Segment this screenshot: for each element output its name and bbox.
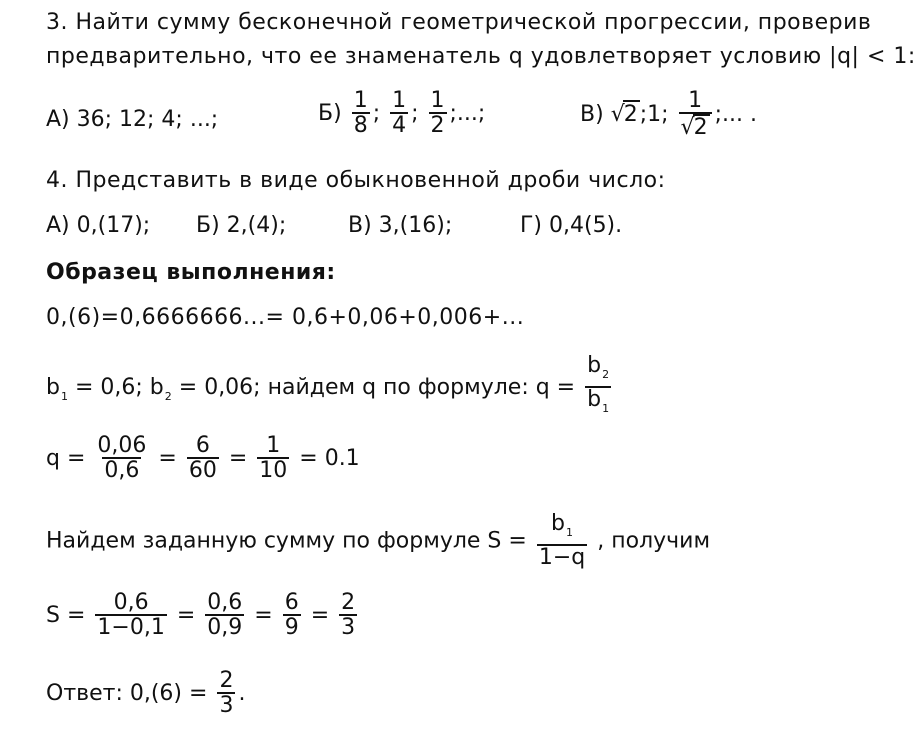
sample-line-3: q = $\frac{0,06}{0,6}$ = $\frac{6}{60}$ = $\frac{1}{10}$ = 0.1 — [46, 433, 360, 483]
sample-line-5-fraction-3: $\frac{6}{9}$ — [284, 590, 299, 640]
task4-option-v: В) 3,(16); — [348, 213, 453, 238]
task3-line2: предварительно, что ее знаменатель q удовлетворяет условию |q| < 1: — [46, 44, 916, 69]
sample-line-3-fraction-3: $\frac{1}{10}$ — [259, 433, 288, 483]
sample-line-5-fraction-2: $\frac{0,6}{0,9}$ — [207, 590, 243, 640]
sample-line-4-fraction: $\frac{b_1}{1-q}$ — [538, 511, 586, 570]
task3-v-label: В) — [580, 102, 604, 127]
task4-option-g: Г) 0,4(5). — [520, 213, 623, 238]
task3-option-a: А) 36; 12; 4; ...; — [46, 107, 219, 132]
sample-line-5-fraction-1: $\frac{0,6}{1-0,1}$ — [97, 590, 165, 640]
task3-line1: 3. Найти сумму бесконечной геометрической прогрессии, проверив — [46, 10, 872, 35]
sample-line-4: Найдем заданную сумму по формуле S = $\frac{b_1}{1-q}$ , получим — [46, 511, 711, 570]
sample-line-3-fraction-1: $\frac{0,06}{0,6}$ — [97, 433, 147, 483]
task4-option-b: Б) 2,(4); — [196, 213, 287, 238]
task3-b-fraction-1: $\frac{1}{8}$ — [353, 88, 368, 138]
task4-title: 4. Представить в виде обыкновенной дроби число: — [46, 168, 666, 193]
sample-line-3-fraction-2: $\frac{6}{60}$ — [188, 433, 217, 483]
task3-v-fraction: $\frac{1}{√2}$ — [679, 90, 712, 140]
sample-answer: Ответ: 0,(6) = $\frac{2}{3}$ . — [46, 668, 246, 718]
sample-line-5-fraction-4: $\frac{2}{3}$ — [341, 590, 356, 640]
sample-line-1: 0,(6)=0,6666666...= 0,6+0,06+0,006+... — [46, 305, 525, 330]
task3-option-b: Б) $\frac{1}{8}$ ; $\frac{1}{4}$ ; $\frac{1}{2}$ ;...; — [318, 88, 486, 138]
sample-answer-fraction: $\frac{2}{3}$ — [219, 668, 234, 718]
task3-b-label: Б) — [318, 101, 342, 126]
sample-line-2: $b_1 = 0,6$; $b_2 = 0,06$; найдем q по формуле: q = $\frac{b_2}{b_1}$ — [46, 355, 614, 421]
sample-heading: Образец выполнения: — [46, 260, 336, 285]
sample-line-5: S = $\frac{0,6}{1-0,1}$ = $\frac{0,6}{0,9}$ = $\frac{6}{9}$ = $\frac{2}{3}$ — [46, 590, 356, 640]
sample-line-2-fraction: $\frac{b_2}{b_1}$ — [585, 355, 611, 421]
task3-b-fraction-3: $\frac{1}{2}$ — [430, 88, 445, 138]
task3-b-fraction-2: $\frac{1}{4}$ — [392, 88, 407, 138]
task3-v-root: 2 — [623, 102, 638, 127]
task3-option-v: В) √2;1; $\frac{1}{√2}$ ;... . — [580, 88, 757, 140]
sqrt-icon: √ — [680, 115, 695, 140]
sqrt-icon: √ — [610, 102, 625, 127]
task4-option-a: А) 0,(17); — [46, 213, 151, 238]
